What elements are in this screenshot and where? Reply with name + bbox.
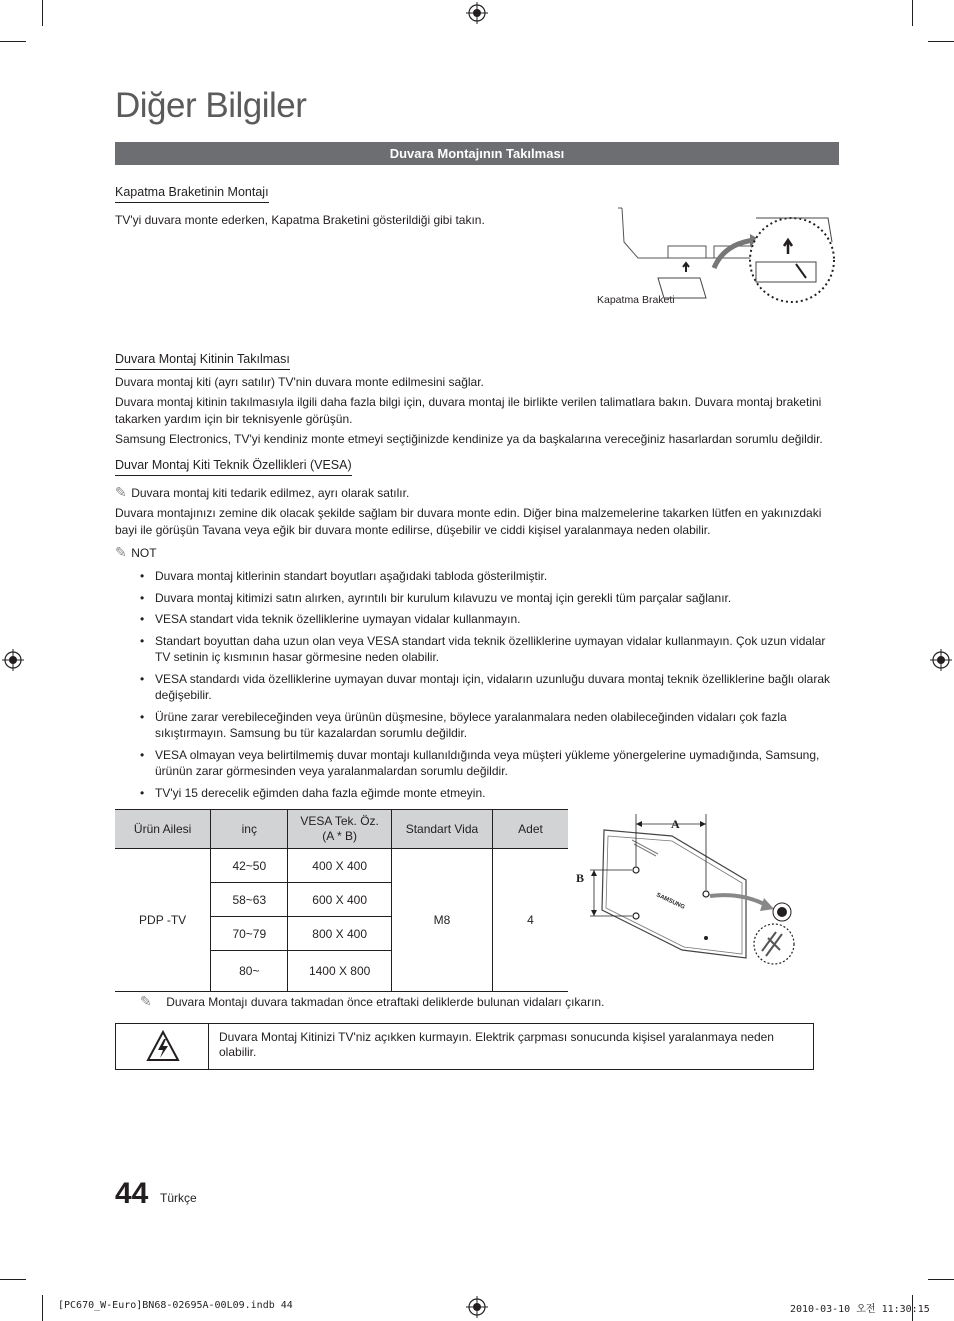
crop-mark <box>42 1295 43 1321</box>
list-item: • VESA standart vida teknik özelliklerine uymayan vidalar kullanmayın. <box>140 612 521 626</box>
wall-mount-kit-section <box>115 350 839 448</box>
table-cell-qty: 4 <box>493 849 568 992</box>
note-pencil-icon: ✎ <box>115 484 127 500</box>
crop-mark <box>42 0 43 26</box>
tv-back-figure <box>572 810 812 978</box>
table-cell-family: PDP -TV <box>115 849 211 992</box>
list-item: • Duvara montaj kitlerinin standart boyutları aşağıdaki tabloda gösterilmiştir. <box>140 569 548 583</box>
vesa-table <box>115 809 568 992</box>
list-item: • Duvara montaj kitimizi satın alırken, ayrıntılı bir kurulum kılavuzu ve montaj için gerekli tüm parçalar sağlanır. <box>140 590 732 605</box>
registration-mark-icon <box>2 649 24 671</box>
vesa-spec-heading: Duvar Montaj Kiti Teknik Özellikleri (VESA) <box>115 458 352 476</box>
vesa-bullet-list <box>140 568 837 801</box>
cover-bracket-heading: Kapatma Braketinin Montajı <box>115 185 269 203</box>
page-number: 44 <box>115 1177 149 1210</box>
electric-hazard-icon <box>146 1030 180 1062</box>
registration-mark-icon <box>930 649 952 671</box>
table-header: Ürün Ailesi <box>115 810 211 849</box>
wall-mount-kit-line: Duvara montaj kiti (ayrı satılır) TV'nin duvara monte edilmesini sağlar. <box>115 375 484 389</box>
table-header: inç <box>211 810 288 849</box>
cover-bracket-figure-label: Kapatma Braketi <box>597 294 675 306</box>
vesa-spec-section <box>115 456 839 806</box>
cover-bracket-section <box>115 183 595 230</box>
table-cell-vesa: 800 X 400 <box>288 917 391 951</box>
table-cell-vesa: 1400 X 800 <box>288 951 391 992</box>
wall-mount-kit-line: Samsung Electronics, TV'yi kendiniz monte etmeyi seçtiğinizde kendinize ya da başkalarına vereceğiniz hasarlardan sorumlu değildir. <box>115 431 823 446</box>
table-cell-inch: 80~ <box>211 951 288 992</box>
print-slug-file: [PC670_W-Euro]BN68-02695A-00L09.indb 44 <box>58 1300 293 1311</box>
registration-mark-icon <box>466 2 488 24</box>
crop-mark <box>928 41 954 42</box>
vesa-paragraph: Duvara montajınızı zemine dik olacak şekilde sağlam bir duvara monte edin. Diğer bina malzemelerine takarken lütfen en yakınızdaki bayi ile görüşün Tavana veya eğik bir duvara monte edilirse, düşebilir ve ciddi kişisel yaralanmaya neden olabilir. <box>115 505 822 537</box>
table-cell-inch: 58~63 <box>211 883 288 917</box>
cover-bracket-text: TV'yi duvara monte ederken, Kapatma Braketini gösterildiği gibi takın. <box>115 213 485 227</box>
list-item: • VESA standardı vida özelliklerine uymayan duvar montajı için, vidaların uzunluğu duvara montaj teknik özelliklerine bağlı olarak değişebilir. <box>140 671 831 702</box>
table-cell-inch: 42~50 <box>211 849 288 883</box>
note-pencil-icon: ✎ <box>115 543 127 560</box>
note-pencil-icon: ✎ <box>140 993 152 1009</box>
page-title: Diğer Bilgiler <box>115 86 307 125</box>
table-row <box>115 849 568 883</box>
after-table-note: ✎ Duvara Montajı duvara takmadan önce etraftaki deliklerde bulunan vidaları çıkarın. <box>140 993 605 1009</box>
section-band: Duvara Montajının Takılması <box>115 142 839 165</box>
wall-mount-kit-line: Duvara montaj kitinin takılmasıyla ilgili daha fazla bilgi için, duvara montaj ile birlikte verilen talimatlara bakın. Duvara montaj braketini takarken yardım için bir teknisyenle görüşün. <box>115 394 822 426</box>
crop-mark <box>912 0 913 26</box>
wall-mount-kit-heading: Duvara Montaj Kitinin Takılması <box>115 352 290 370</box>
not-label: NOT <box>131 545 157 560</box>
brand-logo: SAMSUNG <box>655 892 686 911</box>
list-item: • Standart boyuttan daha uzun olan veya VESA standart vida teknik özelliklerine uymayan vidalar kullanmayın. Çok uzun vidalar TV setinin iç kısmının hasar görmesine neden olabilir. <box>140 633 826 664</box>
crop-mark <box>0 1279 26 1280</box>
table-cell-inch: 70~79 <box>211 917 288 951</box>
table-cell-vesa: 600 X 400 <box>288 883 391 917</box>
dimension-label-a: A <box>671 817 680 831</box>
crop-mark <box>0 41 26 42</box>
list-item: • VESA olmayan veya belirtilmemiş duvar montajı kullanıldığında veya müşteri yükleme yönergelerine uymadığında, Samsung, ürünün zarar görmesinden veya yaralanmalardan sorumlu değildir. <box>140 747 820 778</box>
warning-box <box>115 1023 814 1070</box>
crop-mark <box>928 1279 954 1280</box>
table-header: Adet <box>493 810 568 849</box>
table-cell-vesa: 400 X 400 <box>288 849 391 883</box>
page-language: Türkçe <box>160 1191 197 1205</box>
warning-text: Duvara Montaj Kitinizi TV'niz açıkken kurmayın. Elektrik çarpması sonucunda kişisel yaralanmaya neden olabilir. <box>219 1030 774 1059</box>
print-slug-datetime: 2010-03-10 오전 11:30:15 <box>790 1304 930 1315</box>
table-header: VESA Tek. Öz. (A * B) <box>288 810 391 849</box>
table-header: Standart Vida <box>391 810 492 849</box>
list-item: • TV'yi 15 derecelik eğimden daha fazla eğimde monte etmeyin. <box>140 785 486 800</box>
table-cell-screw: M8 <box>391 849 492 992</box>
dimension-label-b: B <box>576 871 585 885</box>
list-item: • Ürüne zarar verebileceğinden veya ürünün düşmesine, böylece yaralanmalara neden olabileceğinden vidaları çok fazla sıkıştırmayın. Samsung bu tür kazalardan sorumlu değildir. <box>140 709 787 740</box>
registration-mark-icon <box>466 1296 488 1318</box>
vesa-note-line: Duvara montaj kiti tedarik edilmez, ayrı olarak satılır. <box>131 486 410 500</box>
